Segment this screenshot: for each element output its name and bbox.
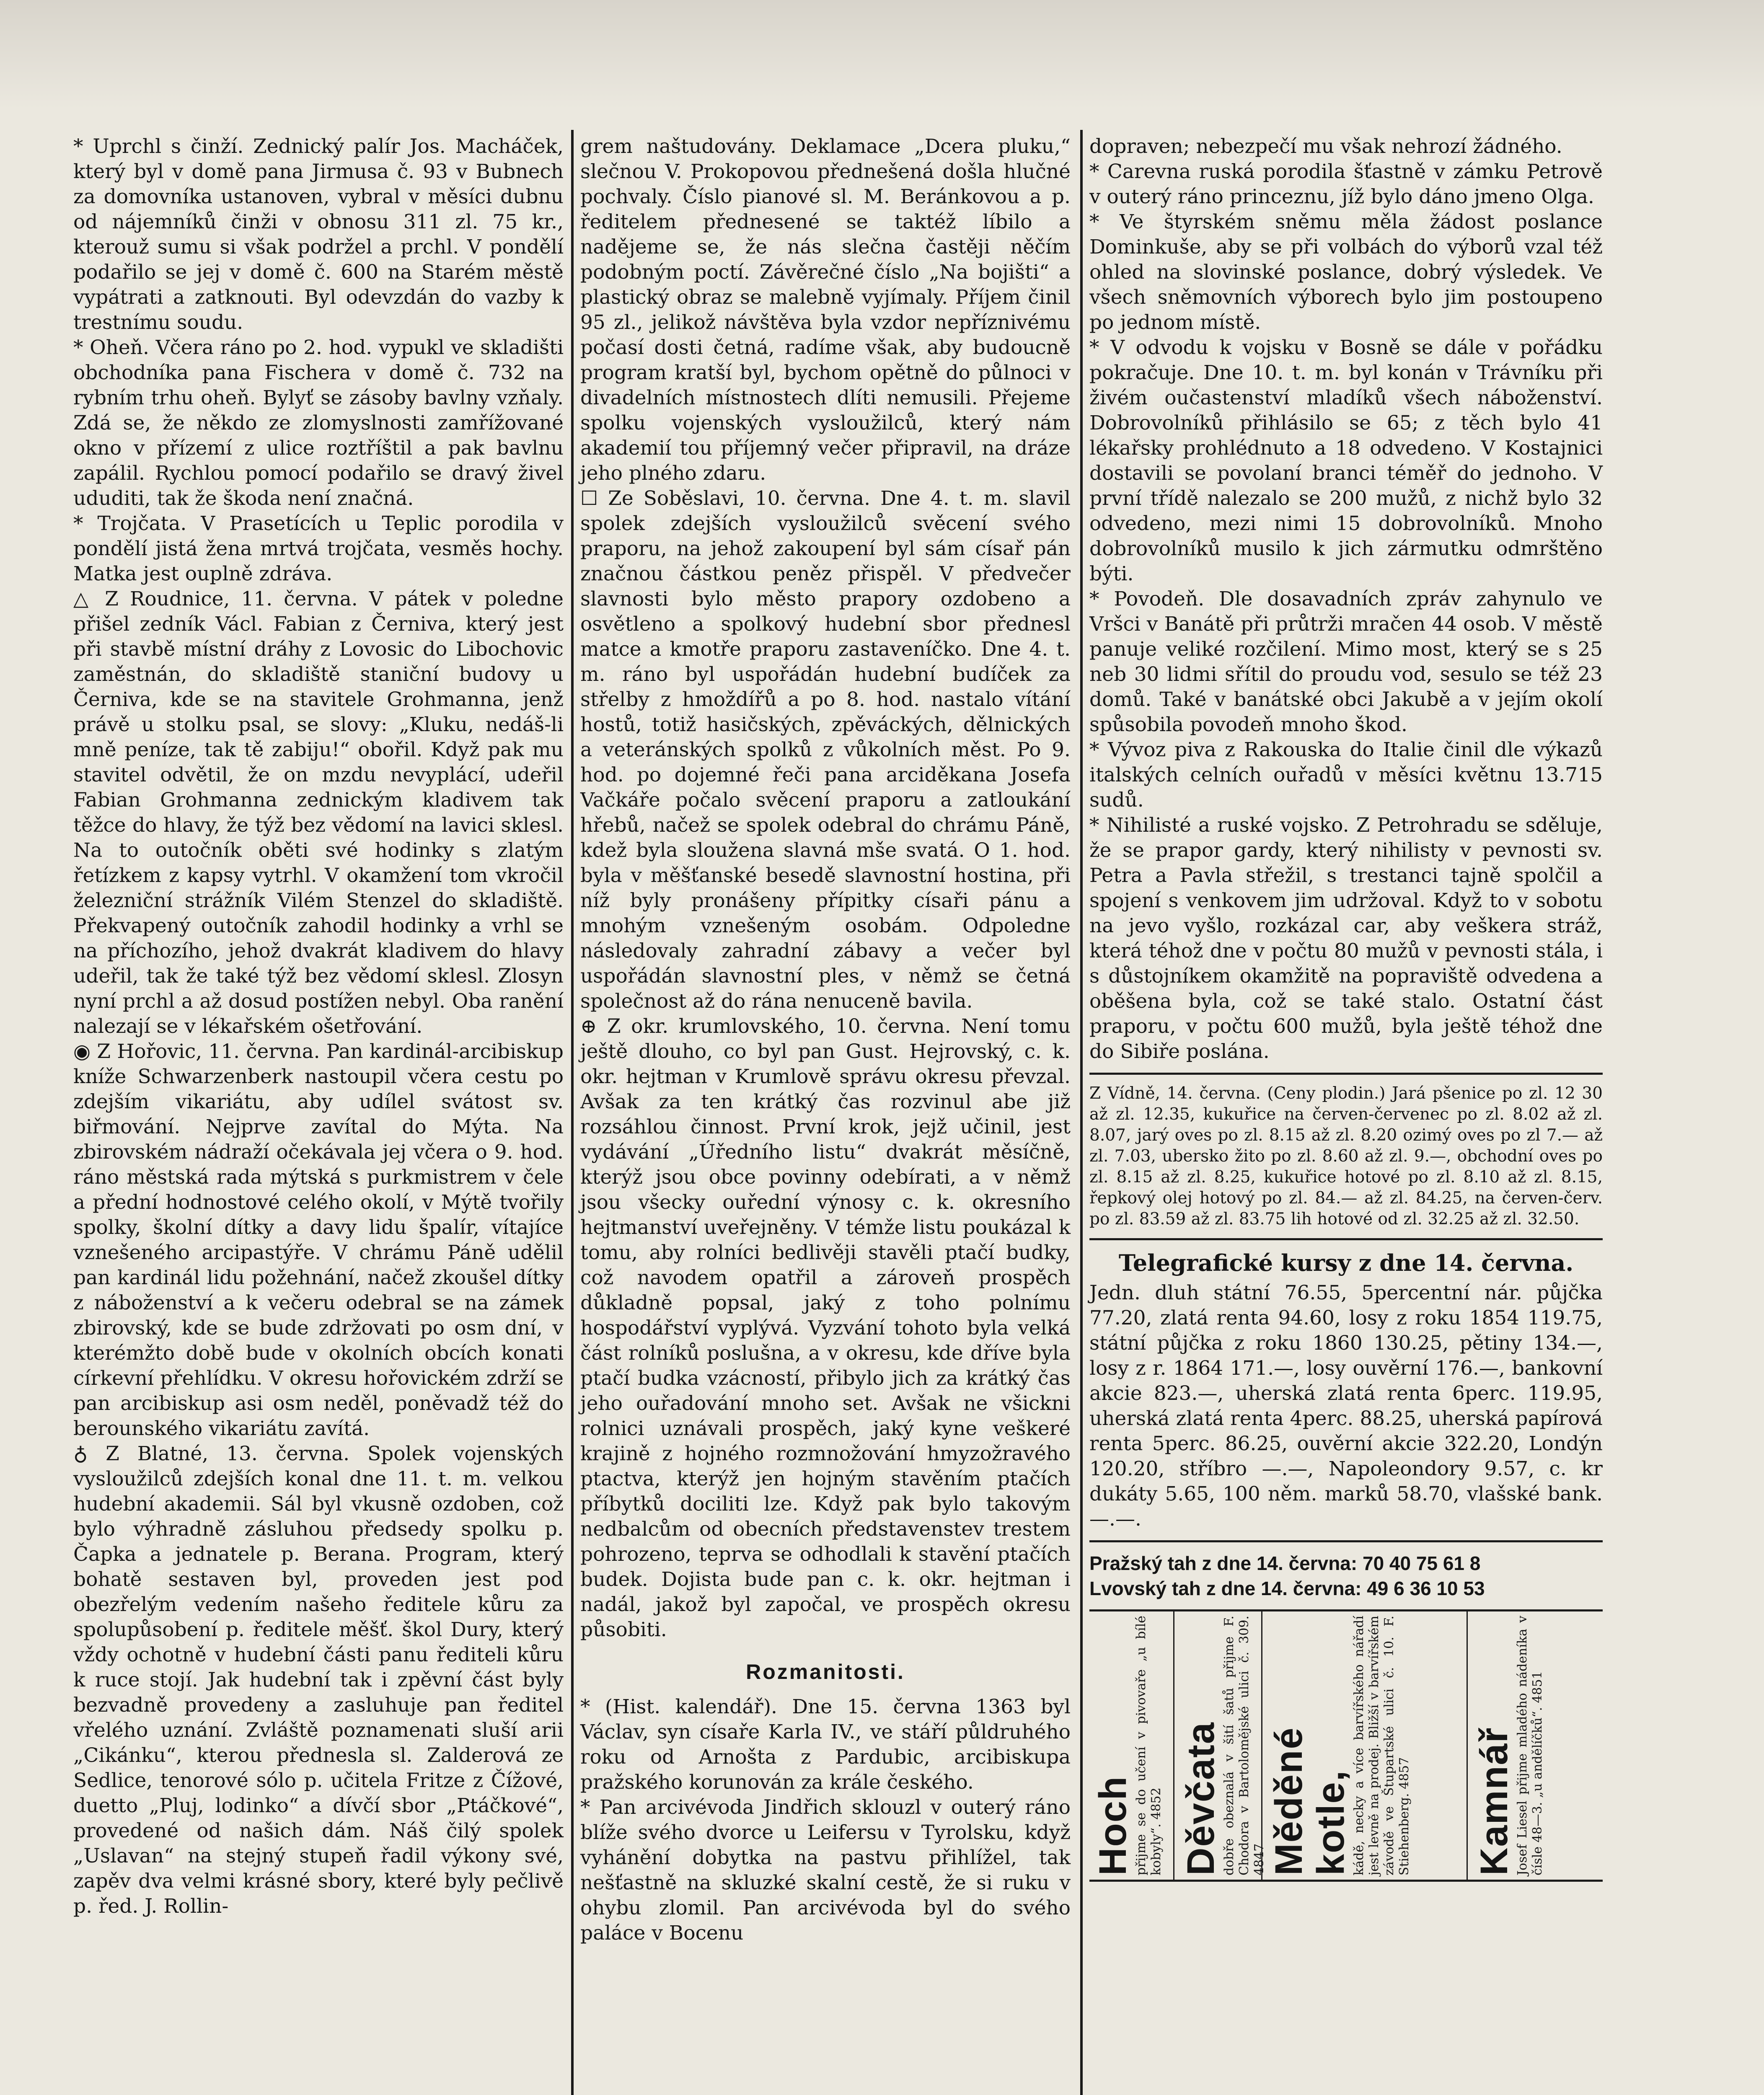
telegraph-rates: Jedn. dluh státní 76.55, 5percentní nár. půjčka 77.20, zlatá renta 94.60, losy z roku 1854 119.75, státní půjčka z roku 1860 130.25, pětiny 134.—, losy z r. 1864 171.—, losy ouvěrní 176.—, bankovní akcie 823.—, uherská zlatá renta 6perc. 119.95, uherská zlatá renta 4perc. 88.25, uherská papírová renta 5perc. 86.25, ouvěrní akcie 322.20, Londýn 120.20, stříbro —.—, Napoleondory 9.57, c. kr dukáty 5.65, 100 něm. marků 58.70, vlašské bank. —.—. <box>1089 1281 1603 1531</box>
article-styrsky-snem: * Ve štyrském sněmu měla žádost poslance Dominkuše, aby se při volbách do výborů vzal též ohled na slovinské poslance, dobrý výsledek. Ve všech sněmovních výborech bylo jim postoupeno po jednom místě. <box>1089 210 1603 334</box>
section-heading-rozmanitosti: Rozmanitosti. <box>746 1660 905 1684</box>
divider-line <box>1089 1073 1603 1075</box>
market-prices: Z Vídně, 14. června. (Ceny plodin.) Jará pšenice po zl. 12 30 až zl. 12.35, kukuřice na červen-červenec po zl. 8.02 až zl. 8.07, jarý oves po zl. 8.15 až zl. 8.20 ozimý oves po zl 7.— až zl. 7.03, ubersko žito po zl. 8.60 až zl. 9.—, obchodní oves po zl. 8.15 až zl. 8.25, kukuřice hotové po zl. 8.10 až zl. 8.15, řepkový olej hotový po zl. 84.— až zl. 84.25, na červen-červ. po zl. 83.59 až zl. 83.75 lih hotové od zl. 32.25 až zl. 32.50. <box>1089 1084 1603 1229</box>
ad-title: Děvčata <box>1179 1722 1222 1875</box>
lottery-numbers: z dne 14. června: 70 40 75 61 8 <box>1202 1552 1481 1574</box>
lottery-praha <box>1089 1551 1603 1576</box>
ad-hoch <box>1089 1611 1174 1880</box>
page-top-shadow <box>0 0 1764 109</box>
article-vyvoz-piva: * Vývoz piva z Rakouska do Italie činil dle výkazů italských celních ouřadů v měsíci květnu 13.715 sudů. <box>1089 738 1603 812</box>
telegraph-heading: Telegrafické kursy z dne 14. června. <box>1118 1249 1574 1276</box>
column-divider <box>1080 130 1083 2095</box>
lottery-label: Lvovský tah <box>1089 1578 1201 1599</box>
divider-line <box>1089 1540 1603 1542</box>
ad-text: přijme se do učení v pivovaře „u bílé kobyly“. 4852 <box>1134 1616 1164 1875</box>
column-1 <box>73 134 564 1919</box>
ad-text: dobře obeznalá v šití šatů přijme F. Chodora v Bartolomějské ulici č. 309. 4847 <box>1222 1616 1267 1875</box>
article-roudnice: △ Z Roudnice, 11. června. V pátek v poledne přišel zedník Václ. Fabian z Černiva, který jest při stavbě místní dráhy z Lovosic do Libochovic zaměstnán, do skladiště staniční budovy u Černiva, kde se na stavitele Grohmanna, jenž právě u stolku psal, se slovy: „Kluku, nedáš-li mně peníze, tak tě zabiju!“ obořil. Když pak mu stavitel odvětil, že on mzdu nevyplácí, udeřil Fabian Grohmanna zednickým kladivem tak těžce do hlavy, že týž bez vědomí na lavici sklesl. Na to outočník oběti své hodinky s zlatým řetízkem z kapsy vytrhl. V okamžení tom vkročil železniční strážník Vilém Stenzel do skladiště. Překvapený outočník zahodil hodinky a vrhl se na příchozího, jehož dvakrát kladivem do hlavy udeřil, tak že také týž bez vědomí sklesl. Zlosyn nyní prchl a až dosud postížen nebyl. Oba ranění nalezají se v lékařském ošetřování. <box>73 587 564 1038</box>
article-arcivevoda: * Pan arcivévoda Jindřich sklouzl v outerý ráno blíže svého dvorce u Leifersu v Tyrolsku, když vyhánění dobytka na pastvu přihlížel, tak nešťastně na skluzké skalní cestě, že si ruku v ohybu zlomil. Pan arcivévoda byl do svého paláce v Bocenu <box>580 1796 1071 1945</box>
ad-title: Měděné kotle, <box>1267 1727 1352 1875</box>
ad-text: Josef Liesel přijme mladého nádeníka v čísle 48—3. „u andělíčků“. 4851 <box>1515 1616 1545 1875</box>
ad-title: Hoch <box>1092 1776 1134 1875</box>
article-blatna: ♁ Z Blatné, 13. června. Spolek vojenských vysloužilců zdejších konal dne 11. t. m. velkou hudební akademii. Sál byl vkusně ozdoben, což bylo výhradně zásluhou předsedy spolku p. Čapka a jednatele p. Berana. Program, který bohatě sestaven byl, proveden jest pod obezřelým vedením našeho ředitele kůru za spolupůsobení p. ředitele měšť. škol Dury, který vždy ochotně v hudební části panu řediteli kůru k ruce stojí. Jak hudební tak i zpěvní část byly bezvadně provedeny a zasluhuje pan ředitel vřelého uznání. Zvláště poznamenati sluší arii „Cikánku“, kterou přednesla sl. Zalderová ze Sedlice, tenorové sólo p. učitela Fritze z Čížové, duetto „Pluj, lodinko“ a dívčí sbor „Ptáčkové“, provedené od našich dám. Náš čilý spolek „Uslavan“ na stejný stupeň řadil výkony své, zapěv dva velmi krásné sbory, které byly pečlivě p. řed. J. Rollin- <box>73 1442 564 1918</box>
article-nihiliste: * Nihilisté a ruské vojsko. Z Petrohradu se sděluje, že se prapor gardy, který nihilisty v pevnosti sv. Petra a Pavla střežil, s trestanci tajně spolčil a spojení s venkovem jim udržoval. Když to v sobotu na jevo vyšlo, rozkázal car, aby veškera stráž, která téhož dne v počtu 80 mužů v pevnosti stála, i s důstojníkem okamžitě na popraviště odvedena a oběšena byla, což se také stalo. Ostatní část praporu, v počtu 600 mužů, byla ještě téhož dne do Sibiře poslána. <box>1089 814 1603 1063</box>
lottery-lvov <box>1089 1576 1603 1601</box>
classified-ads <box>1089 1609 1603 1882</box>
column-divider <box>571 130 574 2095</box>
divider-line <box>1089 1238 1603 1240</box>
article-odvod-bosna: * V odvodu k vojsku v Bosně se dále v pořádku pokračuje. Dne 10. t. m. byl konán v Trávníku při živém oučastenství mladíků všech náboženství. Dobrovolníků přihlásilo se 65; z těch bylo 41 lékařsky prohlédnuto a 18 odvedeno. V Kostajnici dostavili se povolaní branci téměř do jednoho. V první třídě nalezalo se 200 mužů, z nichž bylo 32 odvedeno, mezi nimi 15 dobrovolníků. Mnoho dobrovolníků musilo k jich zármutku odmrštěno býti. <box>1089 336 1603 585</box>
article-carevna: * Carevna ruská porodila šťastně v zámku Petrově v outerý ráno princeznu, jíž bylo dáno jmeno Olga. <box>1089 160 1603 208</box>
article-povoden: * Povodeň. Dle dosavadních zpráv zahynulo ve Vršci v Banátě při průtrži mračen 44 osob. V městě panuje veliké rozčilení. Mimo most, který se s 25 neb 30 lidmi sřítil do proudu vod, sesulo se též 23 domů. Také v banátské obci Jakubě a v jejím okolí spůsobila povodeň mnoho škod. <box>1089 587 1603 736</box>
article-horovice: ◉ Z Hořovic, 11. června. Pan kardinál-arcibiskup kníže Schwarzenberk nastoupil včera cestu po zdejším vikariátu, aby udílel svátost sv. biřmování. Nejprve zavítal do Mýta. Na zbirovském nádraží očekávala jej včera o 9. hod. ráno městská rada mýtská s purkmistrem v čele a přední hodnostové celého okolí, v Mýtě tvořily spolky, školní dítky a davy lidu špalír, vítajíce vznešeného arcipastýře. V chrámu Páně udělil pan kardinál lidu požehnání, načež zkoušel dítky z náboženství a k večeru odebral se na zámek zbirovský, kde se bude zdržovati po osm dní, v kterémžto době bude v okolních obcích konati církevní přehlídku. V okresu hořovickém zdrží se pan arcibiskup asi osm neděl, poněvadž též do berounského vikariátu zavítá. <box>73 1040 564 1440</box>
article-krumlov: ⊕ Z okr. krumlovského, 10. června. Není tomu ještě dlouho, co byl pan Gust. Hejrovský, c. k. okr. hejtman v Krumlově správu okresu převzal. Avšak za ten krátký čas rozvinul abe již rozsáhlou činnost. První krok, jejž učinil, jest vydávání „Úředního listu“ dvakrát měsíčně, kterýž jsou obce povinny odebírati, a v němž jsou všecky ouřední výnosy c. k. okresního hejtmanství uveřejněny. V témže listu poukázal k tomu, aby rolníci bedlivěji stavěli ptačí budky, což navodem opatřil a zároveň prospěch důkladně popsal, jaký z toho polnímu hospodářství vyplývá. Vyzvání tohoto byla velká část rolníků poslušna, a v okresu, kde dříve byla ptačí budka vzácností, přibylo jich za krátký čas jeho ouřadování mnoho set. Avšak ne všickni rolnici uznávali prospěch, jaký kyne veškeré krajině z hojného rozmnožování hmyzožravého ptactva, kterýž jen hojným stavěním ptačích příbytků dociliti lze. Když pak bylo takovým nedbalcům od obecních představenstev trestem pohrozeno, teprva se odhodlali k stavění ptačích budek. Dojista bude pan c. k. okr. hejtman i nadál, jakož byl započal, ve prospěch okresu působiti. <box>580 1015 1071 1641</box>
article-blatna-cont: grem naštudovány. Deklamace „Dcera pluku,“ slečnou V. Prokopovou přednešená došla hlučné pochvaly. Číslo pianové sl. M. Beránkovou a p. ředitelem přednesené se taktéž líbilo a nadějeme se, že nás slečna častěji něčím podobným poctí. Závěrečné číslo „Na bojišti“ a plastický obraz se malebně vyjímaly. Příjem činil 95 zl., jelikož návštěva byla vzdor nepříznivému počasí dosti četná, radíme však, aby budoucně program kratší byl, bychom opětně do půlnoci v divadelních místnostech dlíti nemusili. Přejeme spolku vojenských vysloužilců, který nám akademií tou příjemný večer připravil, na dráze jeho plného zdaru. <box>580 135 1071 485</box>
ad-title: Kamnář <box>1473 1727 1516 1875</box>
article-trojcata: * Trojčata. V Prasetících u Teplic porodila v pondělí jistá žena mrtvá trojčata, vesměs hochy. Matka jest ouplně zdráva. <box>73 512 564 585</box>
article-ohen: * Oheň. Včera ráno po 2. hod. vypukl ve skladišti obchodníka pana Fischera v domě č. 732 na rybním trhu oheň. Bylyť se zásoby bavlny vzňaly. Zdá se, že někdo ze zlomyslnosti zamřížované okno v přízemí z ulice roztříštil a pak bavlnu zapálil. Rychlou pomocí podařilo se dravý živel ududiti, tak že škoda není značná. <box>73 336 564 510</box>
article-uprchl: * Uprchl s činží. Zednický palír Jos. Macháček, který byl v domě pana Jirmusa č. 93 v Bubnech za domovníka ustanoven, vybral v měsíci dubnu od nájemníků činži v obnosu 311 zl. 75 kr., kterouž sumu si však podržel a prchl. V pondělí podařilo se jej v domě č. 600 na Starém městě vypátrati a zatknouti. Byl odevzdán do vazby k trestnímu soudu. <box>73 135 564 334</box>
article-sobeslav: ☐ Ze Soběslavi, 10. června. Dne 4. t. m. slavil spolek zdejších vysloužilců svěcení svého praporu, na jehož zakoupení byl sám císař pán značnou částkou peněz přispěl. V předvečer slavnosti bylo město prapory ozdobeno a osvětleno a spolkový hudební sbor přednesl matce a kmotře praporu zastaveníčko. Dne 4. t. m. ráno byl uspořádán hudební budíček za střelby z hmoždířů a po 8. hod. nastalo vítání hostů, totiž hasičských, zpěváckých, dělnických a veteránských spolků z vůkolních měst. Po 9. hod. po dojemné řeči pana arciděkana Josefa Vačkáře počalo svěcení praporu a zatloukání hřebů, načež se spolek odebral do chrámu Páně, kdež byla sloužena slavná mše svatá. O 1. hod. byla v měšťanské besedě slavnostní hostina, při níž byly pronášeny přípitky císaři pánu a mnohým vznešeným osobám. Odpoledne následovaly zahradní zábavy a večer byl uspořádán slavnostní ples, v němž se četná společnost až do rána nenuceně bavila. <box>580 487 1071 1013</box>
lottery-numbers: z dne 14. června: 49 6 36 10 53 <box>1206 1578 1485 1599</box>
column-2 <box>580 134 1071 1946</box>
lottery-label: Pražský tah <box>1089 1552 1197 1574</box>
ad-devcata <box>1177 1611 1267 1880</box>
ad-text: kádě, necky a více barvířského nářadí jest levně na prodej. Bližší v barvířském závodě ve Štupartské ulici č. 10. F. Stiehenberg. 4857 <box>1352 1616 1412 1875</box>
ad-kamnar <box>1471 1611 1596 1880</box>
article-dopraven: dopraven; nebezpečí mu však nehrozí žádného. <box>1089 135 1562 158</box>
column-3 <box>1089 134 1603 1882</box>
ad-medene-kotle <box>1265 1611 1468 1880</box>
article-hist-kalendar: * (Hist. kalendář). Dne 15. června 1363 byl Václav, syn císaře Karla IV., ve stáří půldruhého roku od Arnošta z Pardubic, arcibiskupa pražského korunován za krále českého. <box>580 1695 1071 1794</box>
